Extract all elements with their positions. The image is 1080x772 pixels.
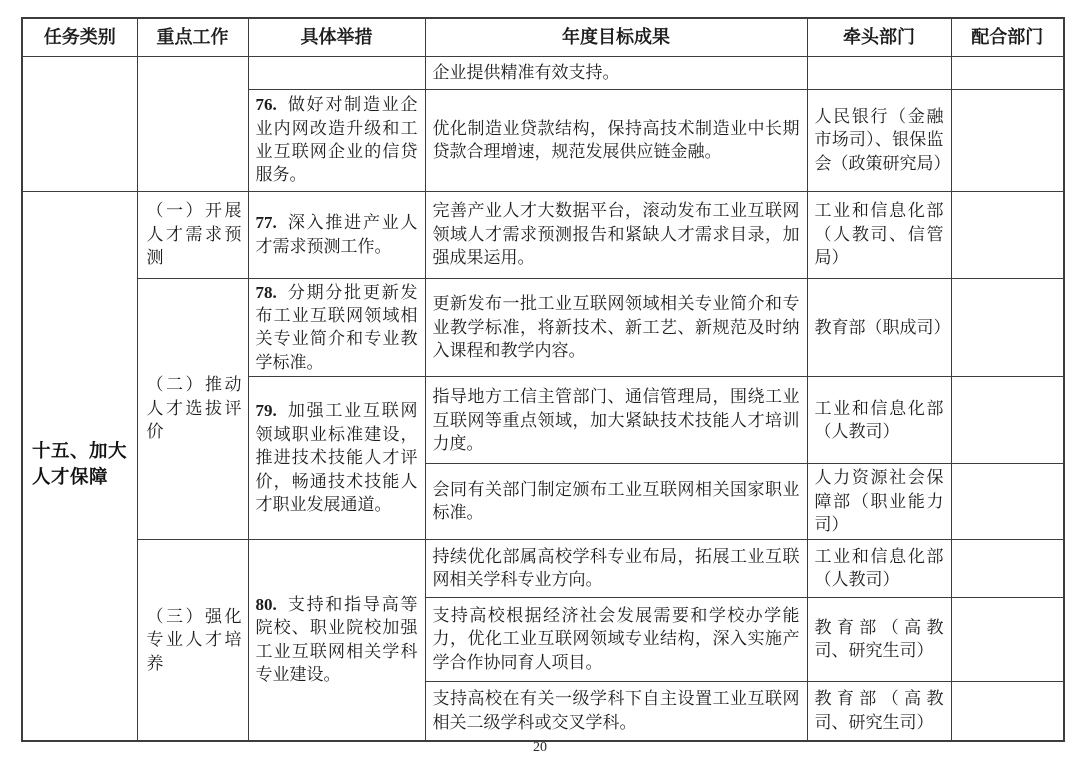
lead-dept-cell-79a: 工业和信息化部（人教司） bbox=[807, 377, 951, 464]
coop-dept-cell bbox=[951, 278, 1064, 377]
key-work-cell-3: （三）强化专业人才培养 bbox=[137, 539, 248, 741]
task-category-cell-empty bbox=[22, 56, 137, 191]
result-cell-76: 优化制造业贷款结构，保持高技术制造业中长期贷款合理增速，规范发展供应链金融。 bbox=[425, 89, 807, 191]
measure-cell-79 bbox=[248, 377, 425, 539]
work-plan-table bbox=[21, 17, 1065, 742]
measure-text: 分期分批更新发布工业互联网领域相关专业简介和专业教学标准。 bbox=[255, 282, 418, 372]
coop-dept-cell bbox=[951, 464, 1064, 539]
lead-dept-cell-80b: 教育部（高教司、研究生司） bbox=[807, 597, 951, 681]
coop-dept-cell bbox=[951, 681, 1064, 741]
lead-dept-cell-77: 工业和信息化部（人教司、信管局） bbox=[807, 191, 951, 278]
result-cell-carryover: 企业提供精准有效支持。 bbox=[425, 56, 807, 89]
measure-number: 80. bbox=[255, 595, 277, 615]
lead-dept-cell-79b: 人力资源社会保障部（职业能力司） bbox=[807, 464, 951, 539]
col-header-annual-result: 年度目标成果 bbox=[425, 18, 807, 56]
result-cell-80a: 持续优化部属高校学科专业布局，拓展工业互联网相关学科专业方向。 bbox=[425, 539, 807, 597]
result-cell-79a: 指导地方工信主管部门、通信管理局，围绕工业互联网等重点领域，加大紧缺技术技能人才培训力度。 bbox=[425, 377, 807, 464]
lead-dept-cell-80c: 教育部（高教司、研究生司） bbox=[807, 681, 951, 741]
lead-dept-cell-78: 教育部（职成司） bbox=[807, 278, 951, 377]
col-header-task-category: 任务类别 bbox=[22, 18, 137, 56]
measure-text: 做好对制造业企业内网改造升级和工业互联网企业的信贷服务。 bbox=[255, 95, 418, 185]
table-row bbox=[22, 56, 1064, 89]
coop-dept-cell bbox=[951, 539, 1064, 597]
lead-dept-cell-empty bbox=[807, 56, 951, 89]
coop-dept-cell bbox=[951, 597, 1064, 681]
col-header-measure: 具体举措 bbox=[248, 18, 425, 56]
measure-cell-78 bbox=[248, 278, 425, 377]
lead-dept-cell-76: 人民银行（金融市场司）、银保监会（政策研究局） bbox=[807, 89, 951, 191]
measure-cell-77 bbox=[248, 191, 425, 278]
measure-cell-empty bbox=[248, 56, 425, 89]
measure-number: 77. bbox=[255, 213, 277, 233]
coop-dept-cell bbox=[951, 56, 1064, 89]
table-row bbox=[22, 278, 1064, 377]
measure-text: 加强工业互联网领域职业标准建设，推进技术技能人才评价，畅通技术技能人才职业发展通道。 bbox=[255, 401, 418, 515]
measure-cell-80 bbox=[248, 539, 425, 741]
measure-text: 深入推进产业人才需求预测工作。 bbox=[255, 213, 418, 256]
task-category-cell: 十五、加大人才保障 bbox=[22, 191, 137, 741]
page-number: 20 bbox=[533, 740, 547, 755]
result-cell-80b: 支持高校根据经济社会发展需要和学校办学能力，优化工业互联网领域专业结构，深入实施产学合作协同育人项目。 bbox=[425, 597, 807, 681]
col-header-key-work: 重点工作 bbox=[137, 18, 248, 56]
measure-number: 76. bbox=[255, 95, 277, 115]
col-header-lead-dept: 牵头部门 bbox=[807, 18, 951, 56]
lead-dept-cell-80a: 工业和信息化部（人教司） bbox=[807, 539, 951, 597]
table-row bbox=[22, 539, 1064, 597]
measure-number: 79. bbox=[255, 401, 277, 421]
coop-dept-cell bbox=[951, 191, 1064, 278]
result-cell-78: 更新发布一批工业互联网领域相关专业简介和专业教学标准，将新技术、新工艺、新规范及时纳入课程和教学内容。 bbox=[425, 278, 807, 377]
col-header-coop-dept: 配合部门 bbox=[951, 18, 1064, 56]
coop-dept-cell bbox=[951, 89, 1064, 191]
measure-cell-76 bbox=[248, 89, 425, 191]
table-header-row bbox=[22, 18, 1064, 56]
measure-text: 支持和指导高等院校、职业院校加强工业互联网相关学科专业建设。 bbox=[255, 595, 418, 685]
coop-dept-cell bbox=[951, 377, 1064, 464]
result-cell-77: 完善产业人才大数据平台，滚动发布工业互联网领域人才需求预测报告和紧缺人才需求目录，加强成果运用。 bbox=[425, 191, 807, 278]
key-work-cell-2: （二）推动人才选拔评价 bbox=[137, 278, 248, 539]
table-row bbox=[22, 191, 1064, 278]
result-cell-79b: 会同有关部门制定颁布工业互联网相关国家职业标准。 bbox=[425, 464, 807, 539]
measure-number: 78. bbox=[255, 282, 277, 302]
key-work-cell-1: （一）开展人才需求预测 bbox=[137, 191, 248, 278]
result-cell-80c: 支持高校在有关一级学科下自主设置工业互联网相关二级学科或交叉学科。 bbox=[425, 681, 807, 741]
key-work-cell-empty bbox=[137, 56, 248, 191]
